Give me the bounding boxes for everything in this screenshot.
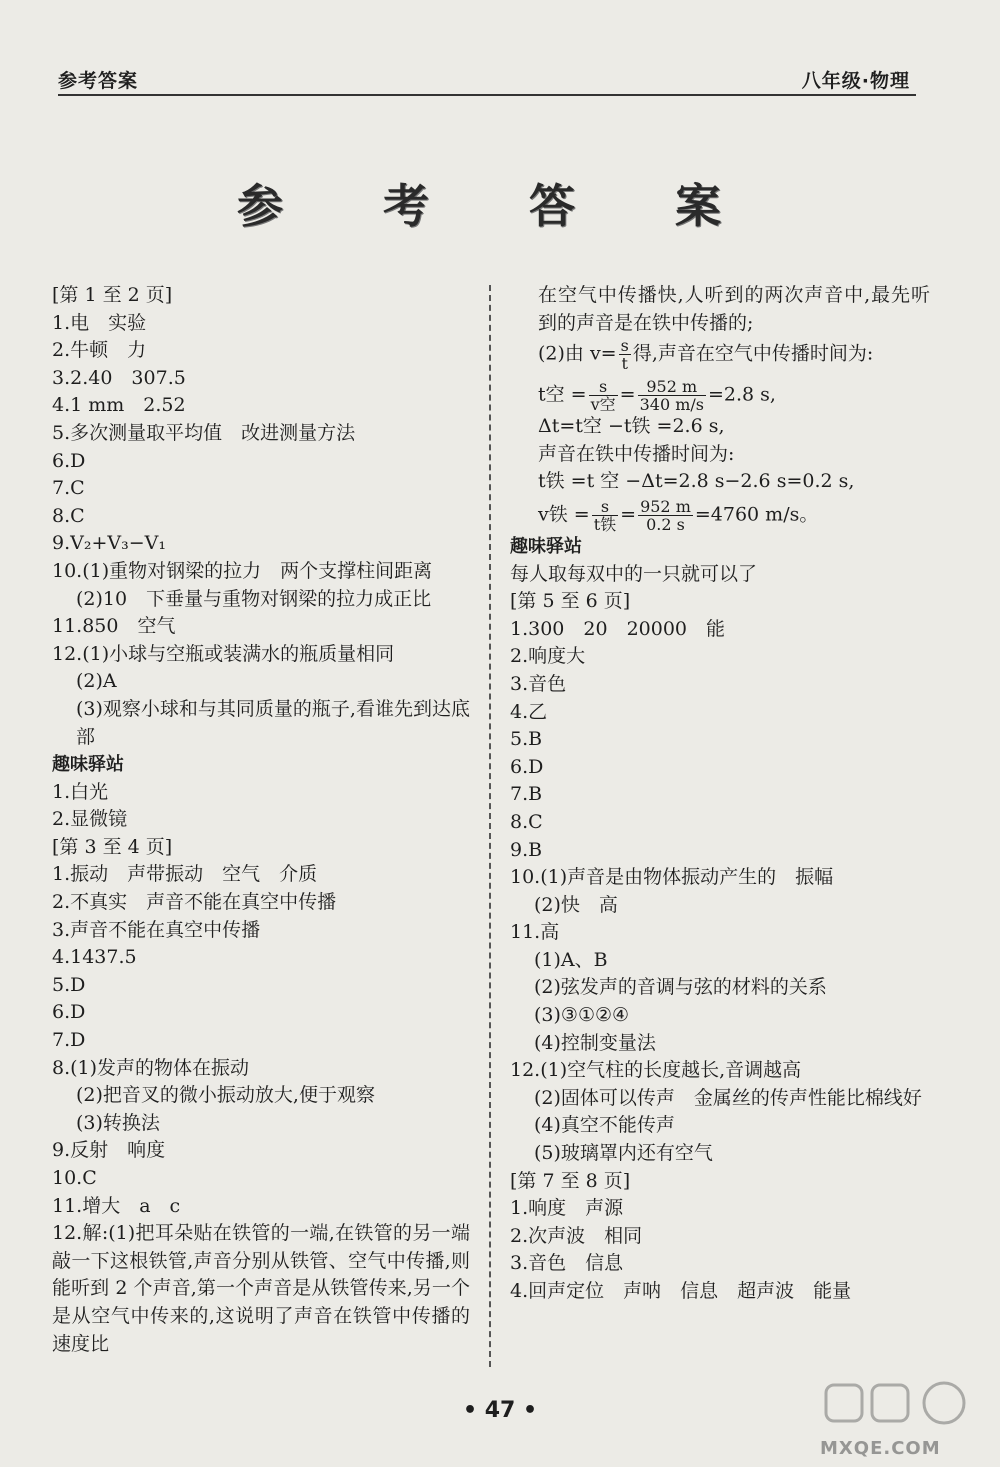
- formula-text: t空 =: [538, 383, 587, 406]
- fraction: [638, 378, 706, 413]
- formula-line: t铁 =t 空 −Δt=2.8 s−2.6 s=0.2 s,: [538, 470, 855, 493]
- answer-line: (2)快 高: [534, 893, 618, 916]
- formula-line: v铁 = $\frac{s}{\text{t铁}}$ = $\frac{952 m}{0.2 s}$ =4760 m/s。: [538, 496, 819, 534]
- right-column: [510, 282, 930, 1306]
- fraction: [619, 337, 631, 372]
- answer-line: 7.C: [52, 477, 85, 500]
- answer-line: (4)真空不能传声: [534, 1114, 675, 1137]
- answer-line: 3.音色 信息: [510, 1252, 624, 1275]
- answer-line: 4.1437.5: [52, 946, 137, 969]
- answer-line: 12.(1)空气柱的长度越长,音调越高: [510, 1059, 802, 1082]
- answer-line: 8.C: [510, 810, 543, 833]
- answer-line: 6.D: [52, 1001, 86, 1024]
- page-number: • 47 •: [462, 1398, 538, 1423]
- formula-text: =2.8 s,: [707, 383, 776, 406]
- fraction-denominator: t铁: [593, 514, 617, 534]
- section-heading: [第 5 至 6 页]: [510, 590, 631, 613]
- answer-line: 3.音色: [510, 672, 567, 695]
- fraction-numerator: s: [589, 378, 618, 396]
- answer-line: 1.300 20 20000 能: [510, 617, 726, 640]
- answer-line: 1.白光: [52, 780, 109, 803]
- answer-paragraph: 在空气中传播快,人听到的两次声音中,最先听到的声音是在铁中传播的;: [538, 284, 930, 334]
- page-title: 参 考 答 案: [236, 179, 764, 233]
- answer-line: 1.振动 声带振动 空气 介质: [52, 863, 318, 886]
- fun-section-heading: 趣味驿站: [510, 535, 582, 557]
- formula-line: Δt=t空 −t铁 =2.6 s,: [538, 415, 725, 438]
- fraction-numerator: 952 m: [640, 496, 691, 516]
- answer-line: 2.次声波 相同: [510, 1224, 643, 1247]
- fraction-denominator: t: [621, 354, 628, 374]
- page-header: [58, 66, 916, 96]
- formula-line: t空 = $\frac{s}{\text{v空}}$ = $\frac{952 m}{340 m/s}$ =2.8 s,: [538, 377, 776, 415]
- answer-line: (5)玻璃罩内还有空气: [534, 1142, 713, 1165]
- formula-line: [510, 337, 930, 372]
- answer-line: 8.C: [52, 504, 85, 527]
- section-heading: [第 1 至 2 页]: [52, 284, 173, 306]
- column-divider: [489, 285, 491, 1367]
- fun-section-heading: 趣味驿站: [52, 754, 124, 776]
- answer-line: 2.牛顿 力: [52, 339, 147, 362]
- fraction-denominator: v空: [590, 395, 616, 415]
- answer-line: (4)控制变量法: [534, 1031, 656, 1054]
- answer-line: 12.(1)小球与空瓶或装满水的瓶质量相同: [52, 642, 395, 665]
- answer-line: 5.多次测量取平均值 改进测量方法: [52, 421, 356, 444]
- answer-line: (3)转换法: [76, 1111, 160, 1134]
- answer-line: 11.增大 a c: [52, 1194, 181, 1217]
- fraction-denominator: 340 m/s: [639, 395, 704, 415]
- answer-line: (3)③①②④: [534, 1004, 630, 1027]
- answer-line: 4.乙: [510, 700, 548, 723]
- section-heading: [第 3 至 4 页]: [52, 835, 173, 858]
- answer-paragraph: (2)固体可以传声 金属丝的传声性能比棉线好: [534, 1086, 922, 1109]
- answer-line: 3.声音不能在真空中传播: [52, 918, 261, 941]
- formula-text: 得,声音在空气中传播时间为:: [632, 342, 874, 365]
- answer-line: 10.(1)声音是由物体振动产生的 振幅: [510, 866, 834, 889]
- answer-line: (2)把音叉的微小振动放大,便于观察: [76, 1084, 375, 1107]
- answer-line: 5.D: [52, 973, 86, 996]
- answer-line: 11.850 空气: [52, 615, 176, 638]
- fraction-numerator: s: [592, 498, 618, 516]
- answer-line: 11.高: [510, 921, 560, 944]
- answer-line: 6.D: [510, 755, 544, 778]
- fraction-numerator: 952 m: [638, 378, 706, 396]
- answer-line: 7.D: [52, 1029, 86, 1052]
- header-right: 八年级·物理: [801, 70, 910, 92]
- answer-line: 1.电 实验: [52, 311, 147, 334]
- answer-line: 4.1 mm 2.52: [52, 394, 186, 417]
- answer-line: (2)弦发声的音调与弦的材料的关系: [534, 976, 827, 999]
- answer-line: 9.B: [510, 838, 543, 861]
- watermark-logo-icon: [824, 1379, 974, 1429]
- fraction: [592, 498, 618, 533]
- answer-line: 5.B: [510, 728, 543, 751]
- formula-text: (2)由 v=: [538, 342, 617, 365]
- formula-text: v铁 =: [538, 503, 590, 526]
- answer-line: 3.2.40 307.5: [52, 366, 186, 389]
- fraction-numerator: s: [620, 336, 629, 356]
- formula-text: =4760 m/s。: [694, 503, 819, 526]
- answer-line: (1)A、B: [534, 948, 608, 971]
- fraction-denominator: 0.2 s: [646, 514, 685, 534]
- answer-line: (2)A: [76, 670, 117, 693]
- answer-line: 4.回声定位 声呐 信息 超声波 能量: [510, 1280, 852, 1302]
- answer-line: 9.V₂+V₃−V₁: [52, 532, 166, 555]
- answer-line: 每人取每双中的一只就可以了: [510, 562, 758, 585]
- answer-line: 10.(1)重物对钢梁的拉力 两个支撑柱间距离: [52, 559, 433, 582]
- answer-line: 声音在铁中传播时间为:: [538, 442, 735, 465]
- answer-paragraph: (3)观察小球和与其同质量的瓶子,看谁先到达底部: [76, 697, 470, 748]
- answer-line: 2.不真实 声音不能在真空中传播: [52, 891, 337, 914]
- answer-line: 7.B: [510, 783, 543, 806]
- answer-line: 8.(1)发声的物体在振动: [52, 1056, 250, 1079]
- answer-line: 6.D: [52, 449, 86, 472]
- answer-line: 10.C: [52, 1167, 97, 1189]
- fraction: [589, 378, 618, 413]
- fraction: [638, 498, 693, 533]
- site-watermark: [820, 1379, 980, 1459]
- answer-line: 1.响度 声源: [510, 1197, 624, 1220]
- answer-line: 2.显微镜: [52, 808, 128, 831]
- answer-line: 2.响度大: [510, 645, 586, 668]
- answer-line: (2)10 下垂量与重物对钢梁的拉力成正比: [76, 587, 432, 610]
- answer-paragraph: 12.解:(1)把耳朵贴在铁管的一端,在铁管的另一端敲一下这根铁管,声音分别从铁管、空气中传播,则能听到 2 个声音,第一个声音是从铁管传来,另一个是从空气中传来的,这说明了声音在铁管中传播的速度比: [52, 1222, 470, 1355]
- watermark-text: MXQE.COM: [820, 1438, 941, 1459]
- left-column: [52, 282, 470, 1358]
- header-left: 参考答案: [58, 70, 139, 92]
- section-heading: [第 7 至 8 页]: [510, 1169, 631, 1192]
- answer-line: 9.反射 响度: [52, 1139, 166, 1162]
